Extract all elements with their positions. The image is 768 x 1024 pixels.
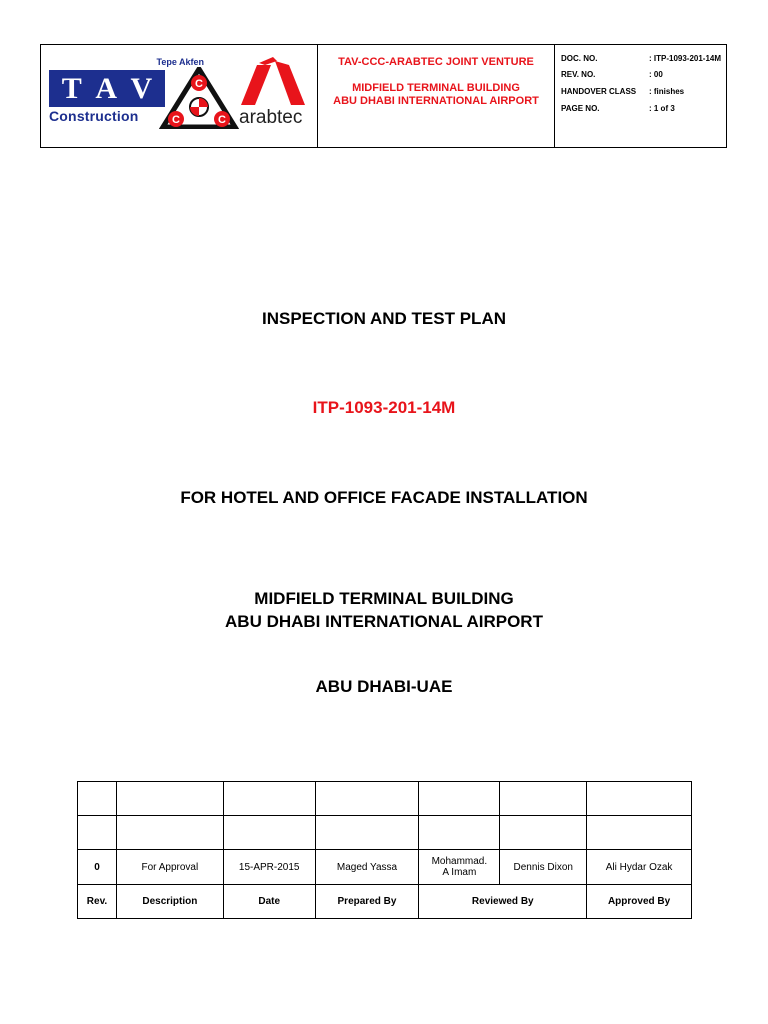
arabtec-logo-icon [237, 55, 309, 107]
revision-table [77, 781, 692, 919]
project-title-line1: MIDFIELD TERMINAL BUILDING [254, 589, 514, 608]
table-header-row [78, 885, 692, 919]
tav-construction-text: Construction [49, 108, 139, 124]
table-cell [500, 782, 587, 816]
reviewed-by-value-2: Dennis Dixon [500, 850, 587, 885]
table-cell [500, 816, 587, 850]
reviewed-by-value-1 [419, 850, 500, 885]
meta-handover-class [561, 87, 729, 96]
header-project-line1: MIDFIELD TERMINAL BUILDING [352, 82, 520, 94]
approved-by-value: Ali Hydar Ozak [587, 850, 692, 885]
rev-value: 0 [78, 850, 117, 885]
meta-rev-no [561, 70, 729, 79]
meta-key: DOC. NO. [561, 54, 598, 63]
document-number: ITP-1093-201-14M [312, 398, 456, 417]
meta-value: : 00 [649, 70, 663, 79]
header-description: Description [116, 885, 223, 919]
meta-key: PAGE NO. [561, 104, 600, 113]
reviewed-by-line2: A Imam [442, 867, 477, 878]
description-value: For Approval [116, 850, 223, 885]
meta-page-no [561, 104, 729, 113]
header-approved-by: Approved By [587, 885, 692, 919]
project-title-cell [318, 45, 555, 147]
meta-doc-no [561, 54, 729, 63]
arabtec-wordmark: arabtec [239, 107, 303, 128]
logo-cell [41, 45, 318, 147]
prepared-by-value: Maged Yassa [315, 850, 419, 885]
table-cell [419, 816, 500, 850]
meta-value: : finishes [649, 87, 685, 96]
date-value: 15-APR-2015 [223, 850, 315, 885]
header-prepared-by: Prepared By [315, 885, 419, 919]
table-cell [419, 782, 500, 816]
project-title [0, 587, 768, 633]
meta-value: : ITP-1093-201-14M [649, 54, 722, 63]
reviewed-by-line1: Mohammad. [431, 856, 488, 867]
table-cell [116, 782, 223, 816]
header-reviewed-by: Reviewed By [419, 885, 587, 919]
ccc-letter-1: C [195, 78, 203, 90]
table-row [78, 850, 692, 885]
plan-title: INSPECTION AND TEST PLAN [262, 309, 506, 328]
location-title: ABU DHABI-UAE [315, 677, 453, 696]
meta-key: REV. NO. [561, 70, 596, 79]
ccc-logo-icon [159, 67, 239, 129]
tav-logo [49, 70, 165, 107]
table-cell [315, 782, 419, 816]
ccc-letter-3: C [218, 114, 226, 126]
document-header [40, 44, 727, 148]
meta-value: : 1 of 3 [649, 104, 675, 113]
joint-venture-name: TAV-CCC-ARABTEC JOINT VENTURE [338, 56, 534, 68]
table-row [78, 782, 692, 816]
header-project-line2: ABU DHABI INTERNATIONAL AIRPORT [333, 95, 539, 107]
table-cell [78, 782, 117, 816]
tav-letter-v: V [130, 71, 153, 105]
table-cell [587, 816, 692, 850]
table-cell [223, 816, 315, 850]
header-rev: Rev. [78, 885, 117, 919]
tav-letter-t: T [61, 71, 82, 105]
header-date: Date [223, 885, 315, 919]
table-row [78, 816, 692, 850]
scope-title: FOR HOTEL AND OFFICE FACADE INSTALLATION [180, 488, 588, 507]
tav-tagline: Tepe Akfen [156, 57, 204, 67]
table-cell [78, 816, 117, 850]
ccc-letter-2: C [172, 114, 180, 126]
table-cell [223, 782, 315, 816]
doc-meta-cell [555, 45, 726, 147]
tav-letter-a: A [95, 71, 117, 105]
table-cell [587, 782, 692, 816]
table-cell [116, 816, 223, 850]
table-cell [315, 816, 419, 850]
project-title-line2: ABU DHABI INTERNATIONAL AIRPORT [225, 612, 543, 631]
meta-key: HANDOVER CLASS [561, 87, 637, 96]
